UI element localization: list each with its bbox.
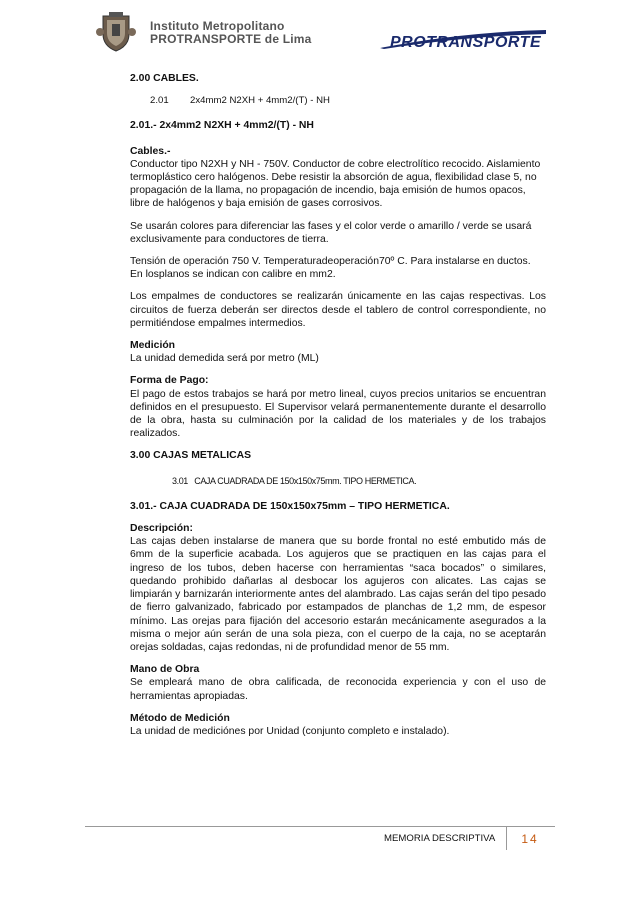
medicion-text: La unidad demedida será por metro (ML) (130, 353, 319, 365)
page-number: 14 (506, 826, 553, 850)
institution-line-2: PROTRANSPORTE de Lima (150, 32, 312, 46)
document-body (130, 70, 546, 738)
section-3-00-title: 3.00 CAJAS METALICAS (130, 450, 252, 462)
cables-paragraph-2: Se usarán colores para diferenciar las fases y el color verde o amarillo / verde se usará exclusivamente para conductores de tierra. (130, 220, 532, 245)
mano-de-obra-heading: Mano de Obra (130, 664, 200, 676)
cables-paragraph-3: Tensión de operación 750 V. Temperaturadeoperación70º C. Para instalarse en ductos. En losplanos se indican con calibre en mm2. (130, 256, 531, 281)
cables-heading: Cables.- (130, 145, 171, 157)
item-3-01: 3.01 CAJA CUADRADA DE 150x150x75mm. TIPO HERMETICA. (172, 475, 417, 486)
section-3-01-title: 3.01.- CAJA CUADRADA DE 150x150x75mm – TIPO HERMETICA. (130, 500, 450, 512)
mano-de-obra-text: Se empleará mano de obra calificada, de reconocida experiencia y con el uso de herramientas apropiadas. (130, 677, 546, 702)
metodo-de-medicion-text: La unidad de mediciónes por Unidad (conjunto completo e instalado). (130, 725, 450, 737)
coat-of-arms-logo (95, 12, 137, 52)
section-2-01-title: 2.01.- 2x4mm2 N2XH + 4mm2/(T) - NH (130, 120, 314, 132)
forma-de-pago-heading: Forma de Pago: (130, 375, 209, 387)
page-header (0, 0, 638, 62)
descripcion-text: Las cajas deben instalarse de manera que su borde frontal no esté embutido más de 6mm de la superficie acabada. Los agujeros que se practiquen en las cajas para el ingreso de los tubos, deben hacerse con herramientas “saca bocados” o similares, quedando prohibido dañarlas al desbocar los agujeros con alicates. Las cajas se limpiarán y barnizarán interiormente antes del alambrado. Las cajas serán del tipo pesado de fierro galvanizado, fabricado por estampados de planchas de 1,2 mm, de espesor mínimo. Las orejas para fijación del accesorio estarán mecánicamente asegurados a la misma o mejor aún serán de una sola pieza, con el cuerpo de la caja, no se aceptarán orejas soldadas, cajas redondas, ni de profundidad menor de 55 mm. (130, 536, 546, 653)
descripcion-heading: Descripción: (130, 523, 193, 535)
footer-label: MEMORIA DESCRIPTIVA (384, 833, 496, 844)
medicion-heading: Medición (130, 340, 176, 352)
cables-paragraph-1: Conductor tipo N2XH y NH - 750V. Conductor de cobre electrolítico recocido. Aislamiento termoplástico cero halógenos. Debe resistir la absorción de agua, flexibilidad clase 5, no propagación de la llama, no propagación de incendio, baja emisión de humos opacos, libre de halógenos y baja emisión de gases corrosivos. (130, 158, 541, 210)
institution-name (150, 20, 312, 46)
forma-de-pago-text: El pago de estos trabajos se hará por metro lineal, cuyos precios unitarios se encuentran definidos en el presupuesto. El Supervisor velará permanentemente durante el desarrollo de la obra, hasta su culminación por la calidad de los materiales y de los trabajos realizados. (130, 388, 546, 440)
metodo-de-medicion-heading: Método de Medición (130, 712, 230, 724)
brand-text: PROTRANSPORTE (390, 34, 542, 50)
item-2-01: 2.01 2x4mm2 N2XH + 4mm2/(T) - NH (150, 95, 330, 107)
cables-paragraph-4: Los empalmes de conductores se realizarán únicamente en las cajas respectivas. Los circuitos de fuerza deberán ser directos desde el tablero de control correspondiente, no permitiéndose empalmes intermedios. (130, 291, 546, 329)
footer-divider (85, 826, 555, 827)
section-2-00-title: 2.00 CABLES. (130, 73, 199, 84)
institution-line-1: Instituto Metropolitano (150, 19, 285, 33)
protransporte-logo (378, 28, 548, 50)
